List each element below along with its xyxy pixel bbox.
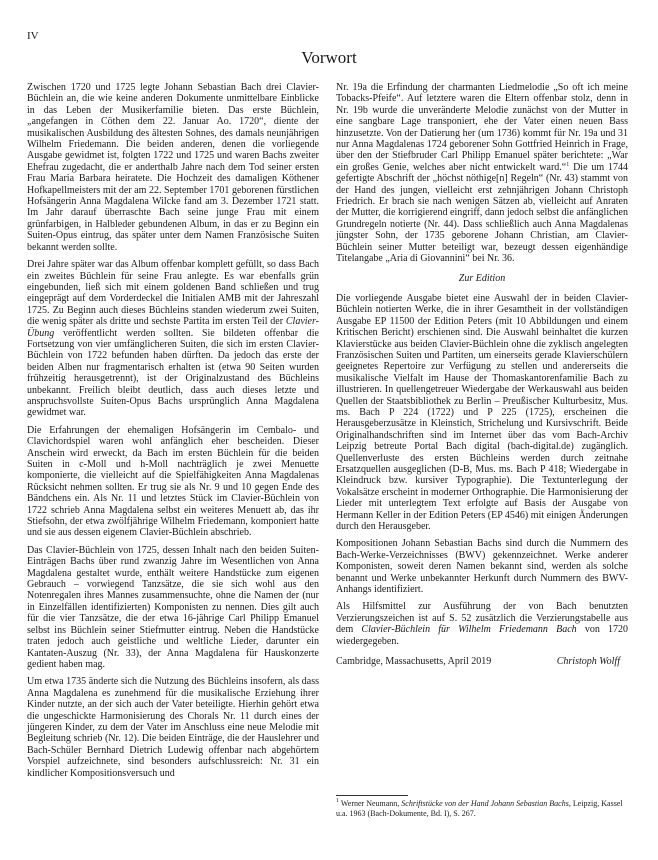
left-column bbox=[27, 82, 319, 779]
section-heading: Zur Edition bbox=[458, 272, 506, 284]
footnote-divider bbox=[336, 795, 408, 796]
signature-place-date: Cambridge, Massachusetts, April 2019 bbox=[336, 656, 492, 668]
right-column bbox=[336, 82, 628, 668]
signature-author: Christoph Wolff bbox=[556, 656, 620, 668]
paragraph: Zwischen 1720 und 1725 legte Johann Sebastian Bach drei Clavier-Büchlein an, die wie keine anderen Dokumente unmittelbare Einblicke in das Leben der Musikerfamilie bieten. Das erste Büchlein, „angefangen in Cöthen dem 22. Januar Ao. 1720“, diente der musikalischen Ausbildung des ältesten Sohnes, des damals neunjährigen Wilhelm Friedemann. Die beiden anderen, denen die vorliegende Ausgabe gewidmet ist, folgten 1722 und 1725 und waren Bachs zweiter Ehefrau zugedacht, die er anderthalb Jahre nach dem Tod seiner ersten Frau Maria Barbara heiratete. Die Hochzeit des damaligen Köthener Hofkapellmeisters mit der am 22. September 1701 geborenen fürstlichen Hofsängerin Anna Magdalena Wilcke fand am 3. Dezember 1721 statt. Im Jahr darauf überraschte Bach seine junge Frau mit einem grünfarbigen, in Halbleder gebundenen Album, in das er zu Beginn ein Suiten-Opus eintrug, das später unter dem Namen Französische Suiten bekannt werden sollte. bbox=[27, 82, 319, 253]
paragraph: Als Hilfsmittel zur Ausführung der von Bach benutzten Verzierungszeichen ist auf S. 52 zusätzlich die Verzierungstabelle aus dem Clavier-Büchlein für Wilhelm Friedemann Bach von 1720 wiedergegeben. bbox=[336, 601, 629, 647]
paragraph: Um etwa 1735 änderte sich die Nutzung des Büchleins insofern, als dass Anna Magdalena es zunehmend für die musikalische Erziehung ihrer Kinder nutzte, an der sich auch der Vater beteiligte. Hierhin gehört etwa die ungeschickte Harmonisierung des Chorals Nr. 11 durch eines der jüngeren Kinder, zu dem der Vater im Anschluss eine neue Melodie mit Begleitung schrieb (Nr. 12). Die beiden Einträge, die der Hauslehrer und Bach-Schüler Bernhard Dietrich Ludewig offenbar nach abgehörtem Vorspiel aufzeichnete, sind besonders aufschlussreich: Nr. 31 ein kindlicher Kompositionsversuch und bbox=[27, 676, 319, 779]
page-title: Vorwort bbox=[301, 48, 357, 67]
paragraph: Kompositionen Johann Sebastian Bachs sind durch die Nummern des Bach-Werke-Verzeichnisses (BWV) gekennzeichnet. Werke anderer Komponisten, soweit deren Namen bekannt sind, werden als solche benannt und Werke unbekannter Herkunft durch Nummern des BWV-Anhangs identifiziert. bbox=[336, 538, 628, 596]
footnote-text: $^1$ Werner Neumann, Schriftstücke von der Hand Johann Sebastian Bachs, Leipzig, Kassel u.a. 1963 (Bach-Dokumente, Bd. I), S. 267. bbox=[336, 798, 623, 818]
paragraph: Nr. 19a die Erfindung der charmanten Liedmelodie „So oft ich meine Tobacks-Pfeife“. Auf letztere waren die Eltern offenbar stolz, denn in Nr. 19b wurde die unveränderte Melodie zunächst von der Mutter in eine sangbare Lage transponiert, ehe der Vater einen neuen Bass hinzusetzte. Von der Datierung her (um 1736) kommt für Nr. 19a und 31 nur Anna Magdalenas 1724 geborener Sohn Gottfried Heinrich in Frage, über den der Stiefbruder Carl Philipp Emanuel später berichtete: „War ein großes Genie, welches aber nicht entwickelt ward.“$^1$ Die um 1744 gefertigte Abschrift der „höchst nöthige[n] Regeln“ (Nr. 43) stammt von der Hand des jungen, vielleicht erst zehnjährigen Johann Christoph Friedrich. Er brach sie nach wenigen Sätzen ab, vielleicht auf Anraten der Mutter, die korrigierend eingriff, dann jedoch selbst die anfänglichen Grundregeln notierte (Nr. 44). Dass schließlich auch Anna Magdalenas jüngster Sohn, der 1735 geborene Johann Christian, am Clavier-Büchlein seiner Mutter beteiligt war, bezeugt dessen eigenhändige Titelangabe „Aria di Giovannini“ bei Nr. 36. bbox=[336, 82, 628, 265]
work-title: Clavier-Büchlein für Wilhelm Friedemann Bach bbox=[361, 624, 577, 636]
page-number: IV bbox=[27, 30, 39, 42]
paragraph: Die Erfahrungen der ehemaligen Hofsängerin im Cembalo- und Clavichordspiel waren wohl anfänglich eher bescheiden. Dieser Anschein wird erweckt, da Bach im ersten Büchlein für die beiden Suiten in c-Moll und h-Moll nachträglich je zwei Menuette komponierte, die vielleicht auf die Spielfähigkeiten Anna Magdalenas Rücksicht nehmen sollten. Er trug sie als Nr. 9 und 10 gegen Ende des Bändchens ein. Als Nr. 11 und letztes Stück im Clavier-Büchlein von 1722 schrieb Anna Magdalena selbst ein weiteres Menuett ab, das ihr Stiefsohn, der etwa zwölfjährige Wilhelm Friedemann, komponiert hatte und sie aus dessen eigenem Clavier-Büchlein abschrieb. bbox=[27, 424, 319, 539]
paragraph: Die vorliegende Ausgabe bietet eine Auswahl der in beiden Clavier-Büchlein notierten Werke, die in ihrer Gesamtheit in der vollständigen Ausgabe EP 11500 der Edition Peters (mit 10 Abbildungen und einem Kritischen Bericht) erschienen sind. Die Auswahl beinhaltet die kurzen Klavierstücke aus beiden Clavier-Büchlein ohne die zyklisch angelegten Französischen Suiten und Partiten, um einerseits gerade Klavierschülern geeignetes Repertoire zur Verfügung zu stellen und andererseits die musikalische Vielfalt im Hause der Thomaskantorenfamilie Bach zu illustrieren. In quellengetreuer Wiedergabe der Werkauswahl aus beiden Quellen der Staatsbibliothek zu Berlin – Preußischer Kulturbesitz, Mus. ms. Bach P 224 (1722) und P 225 (1725), erscheinen die Herausgeberzusätze in Kleinstich, Strichelung und Kursivschrift. Beide Originalhandschriften sind im Internet über das vom Bach-Archiv Leipzig betreute Portal Bach digital (bach-digital.de) zugänglich. Quellenverluste des ersten Büchleins werden durch zeitnahe Ersatzquellen ausgeglichen (D-B, Mus. ms. Bach P 418; Wiedergabe in Kleindruck bzw. kursiver Typographie). Die Textunterlegung der Vokalsätze erscheint in moderner Orthographie. Die Harmonisierung der Lieder mit unterlegtem Text erfolgte auf Basis der Ausgabe von Hermann Keller in der Edition Peters (EP 4546) mit einigen Änderungen durch den Herausgeber. bbox=[336, 292, 628, 533]
footnote bbox=[336, 795, 628, 818]
footnote-reference[interactable]: 1 bbox=[566, 161, 570, 168]
footnote-marker: 1 bbox=[336, 798, 339, 804]
signature-line bbox=[336, 656, 628, 667]
paragraph: Das Clavier-Büchlein von 1725, dessen Inhalt nach den beiden Suiten-Einträgen Bachs über rund zwanzig Jahre im Wesentlichen von Anna Magdalena gestaltet wurde, enthält weitere Handstücke zum eigenen Gebrauch – vorwiegend Tanzsätze, die sie sich wohl aus den Notenregalen ihres Mannes zusammensuchte, ohne die Namen der (nur in Einzelfällen identifizierten) Komponisten zu nennen. Dies gilt auch für die vier Tanzsätze, die der etwa 16-jährige Carl Philipp Emanuel selbst ins Büchlein seiner Stiefmutter eintrug. Neben die Handstücke traten jedoch auch geistliche und weltliche Lieder, darunter ein Kantaten-Auszug (Nr. 33), der Anna Magdalena für Hauskonzerte gedient haben mag. bbox=[27, 544, 319, 670]
work-title: Clavier-Übung bbox=[27, 316, 319, 339]
paragraph: Drei Jahre später war das Album offenbar komplett gefüllt, so dass Bach ein zweites Büchlein für seine Frau anlegte. Es war ebenfalls grün eingebunden, ließ sich mit einem goldenen Band schließen und trug eingeprägt auf dem Vorderdeckel die Initialen AMB mit der Jahreszahl 1725. Zu Beginn auch dieses Büchleins standen wiederum zwei Suiten, die wenig später als dritte und sechste Partita im ersten Teil der Clavier-Übung veröffentlicht werden sollten. Sie bildeten offenbar die Fortsetzung von vier umfänglicheren Suiten, die sich im ersten Clavier-Büchlein von 1722 befunden haben dürften. Da jedoch das erste der beiden Alben nur fragmentarisch erhalten ist (etwa 90 Seiten wurden frühzeitig herausgetrennt), ist der Originalzustand des Büchleins unbekannt. Freilich bleibt deutlich, dass auch dieses letzte und anspruchsvollste Suiten-Opus Bachs ursprünglich Anna Magdalena gewidmet war. bbox=[27, 259, 319, 419]
